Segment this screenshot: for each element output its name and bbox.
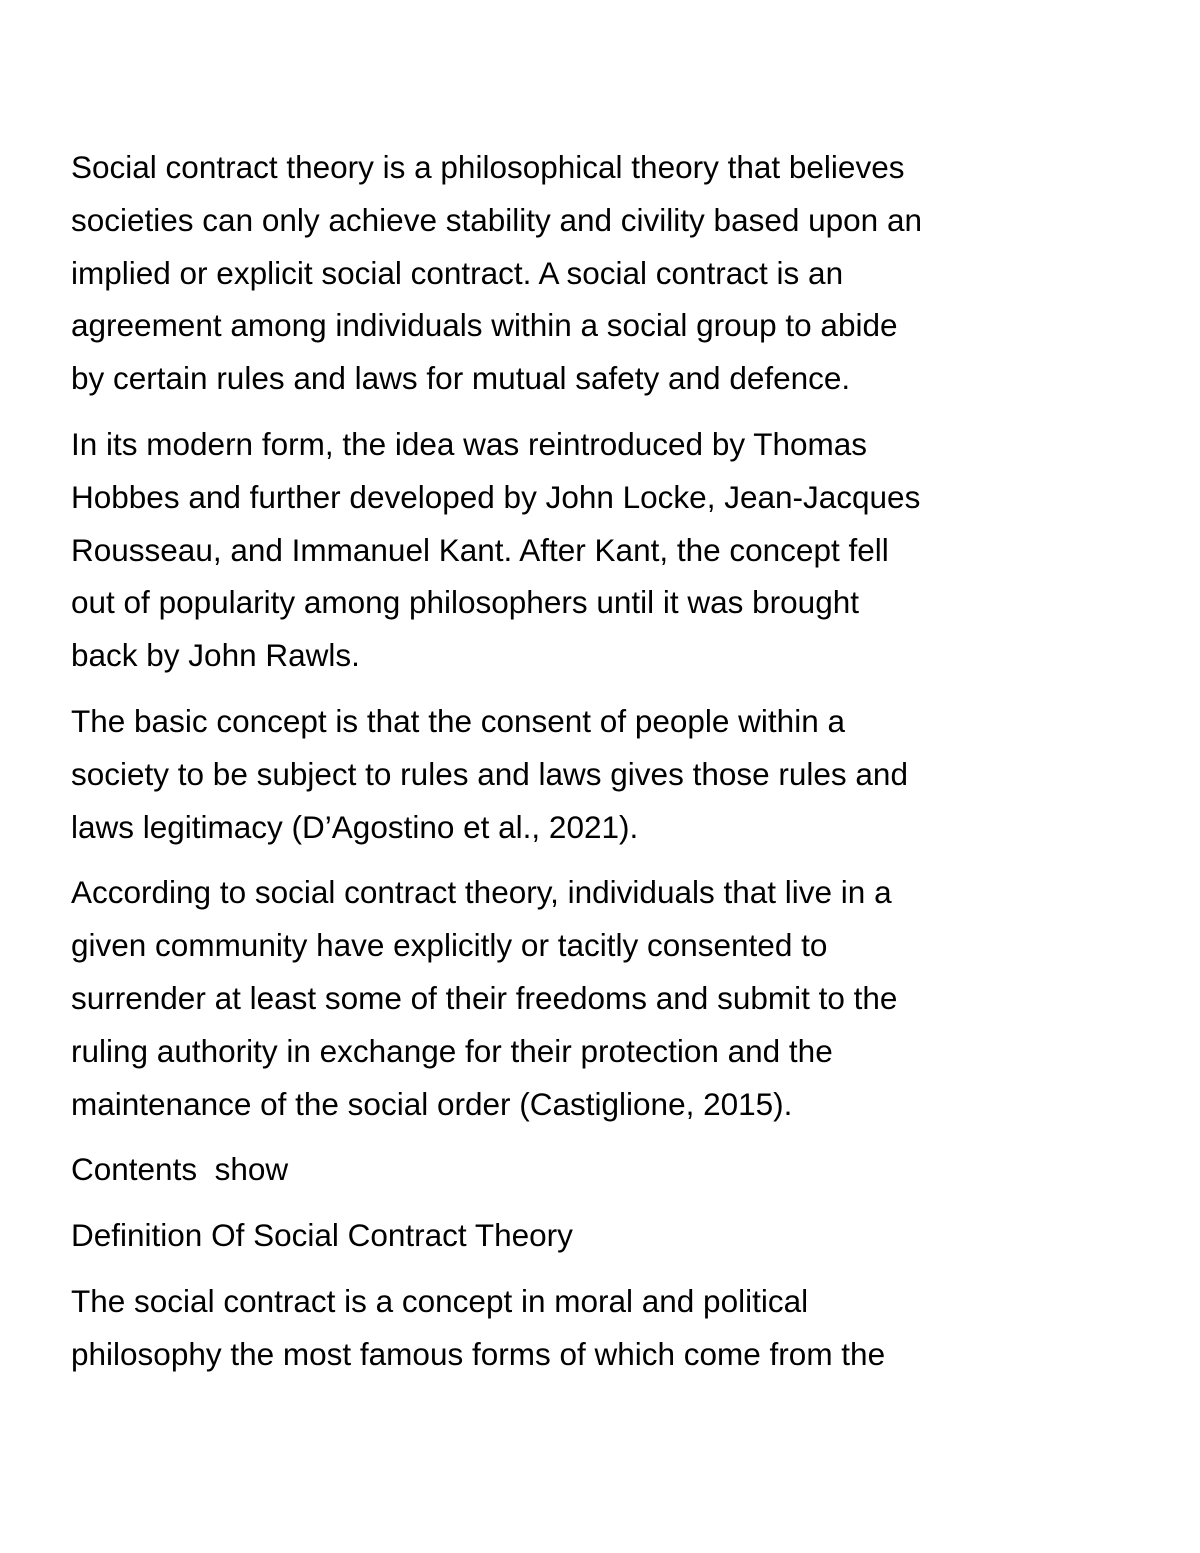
contents-show-text: Contents show (71, 1151, 289, 1188)
text-line: laws legitimacy (D’Agostino et al., 2021). (71, 808, 639, 845)
heading-text: Definition Of Social Contract Theory (71, 1217, 573, 1254)
document-body (71, 141, 1071, 1394)
text-line: out of popularity among philosophers until it was brought (71, 584, 859, 621)
section-heading (71, 1209, 1071, 1262)
text-line: Social contract theory is a philosophical theory that believes (71, 149, 905, 185)
text-line: agreement among individuals within a social group to abide (71, 307, 898, 344)
contents-toggle (71, 1143, 1071, 1196)
text-line: implied or explicit social contract. A social contract is an (71, 254, 844, 291)
text-line: given community have explicitly or tacitly consented to (71, 927, 828, 964)
paragraph-5 (71, 1275, 1071, 1381)
text-line: back by John Rawls. (71, 637, 360, 674)
text-line: According to social contract theory, individuals that live in a (71, 874, 892, 911)
text-line: philosophy the most famous forms of which come from the (71, 1335, 886, 1372)
text-line: Rousseau, and Immanuel Kant. After Kant, the concept fell (71, 531, 889, 568)
paragraph-1 (71, 141, 1071, 405)
text-line: In its modern form, the idea was reintroduced by Thomas (71, 425, 868, 462)
paragraph-2 (71, 418, 1071, 682)
text-line: societies can only achieve stability and civility based upon an (71, 201, 922, 238)
text-line: ruling authority in exchange for their protection and the (71, 1032, 833, 1069)
text-line: maintenance of the social order (Castiglione, 2015). (71, 1085, 793, 1122)
paragraph-4 (71, 866, 1071, 1130)
text-line: The social contract is a concept in moral and political (71, 1282, 809, 1319)
text-line: surrender at least some of their freedoms and submit to the (71, 979, 898, 1016)
text-line: by certain rules and laws for mutual safety and defence. (71, 360, 851, 397)
text-line: society to be subject to rules and laws gives those rules and (71, 755, 908, 792)
text-line: Hobbes and further developed by John Locke, Jean-Jacques (71, 478, 921, 515)
paragraph-3 (71, 695, 1071, 853)
text-line: The basic concept is that the consent of people within a (71, 702, 845, 739)
